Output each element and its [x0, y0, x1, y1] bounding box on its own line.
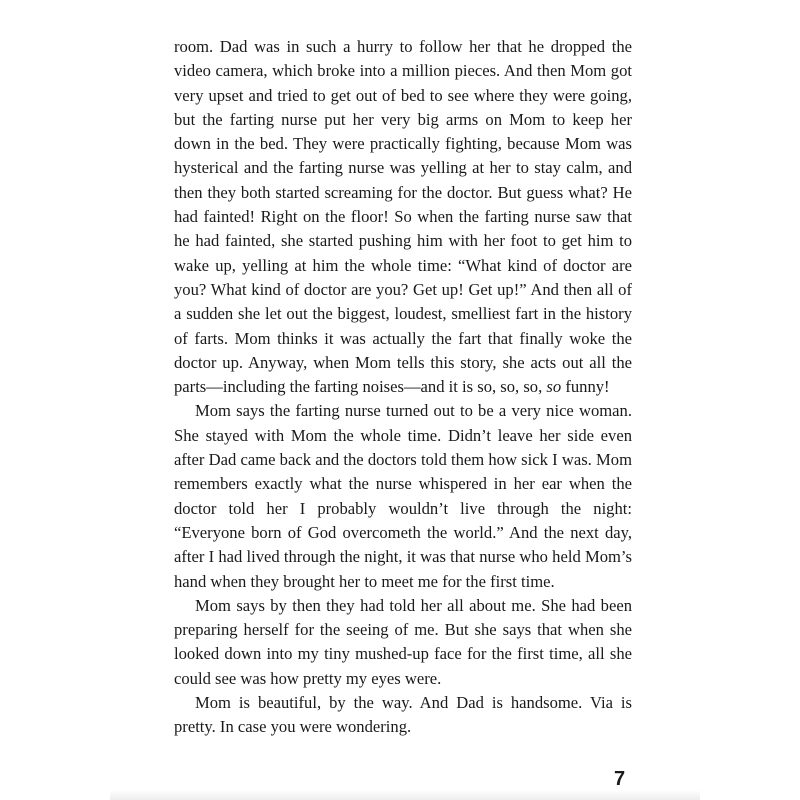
paragraph-3: Mom says by then they had told her all about me. She had been preparing herself for the seeing of me. But she says that when she looked down into my tiny mushed-up face for the first time, all she could see was how pretty my eyes were. [174, 595, 632, 688]
paragraph-1-tail: funny! [561, 377, 610, 397]
paragraph-1 [174, 35, 632, 399]
page-number: 7 [614, 768, 626, 790]
paragraph-1-text: room. Dad was in such a hurry to follow her that he dropped the video camera, which broke into a million pieces. And then Mom got very upset and tried to get out of bed to see where they were going, but the farting nurse put her very big arms on Mom to keep her down in the bed. They were practically fighting, because Mom was hysterical and the farting nurse was yelling at her to stay calm, and then they both started screaming for the doctor. But guess what? He had fainted! Right on the floor! So when the farting nurse saw that he had fainted, she started pushing him with her foot to get him to wake up, yelling at him the whole time: “What kind of doctor are you? What kind of doctor are you? Get up! Get up!” And then all of a sudden she let out the biggest, loudest, smelliest fart in the history of farts. Mom thinks it was actually the fart that finally woke the doctor up. Anyway, when Mom tells this story, she acts out all the parts—including the farting noises—and it is so, so, so, [174, 37, 632, 397]
paragraph-4: Mom is beautiful, by the way. And Dad is handsome. Via is pretty. In case you were wondering. [174, 693, 632, 737]
body-text [174, 35, 632, 740]
emphasis-so: so [546, 377, 562, 397]
paragraph-2: Mom says the farting nurse turned out to be a very nice woman. She stayed with Mom the whole time. Didn’t leave her side even after Dad came back and the doctors told them how sick I was. Mom remembers exactly what the nurse whispered in her ear when the doctor told her I probably wouldn’t live through the night: “Everyone born of God overcometh the world.” And the next day, after I had lived through the night, it was that nurse who held Mom’s hand when they brought her to meet me for the first time. [174, 401, 632, 591]
scan-shadow [110, 790, 700, 800]
